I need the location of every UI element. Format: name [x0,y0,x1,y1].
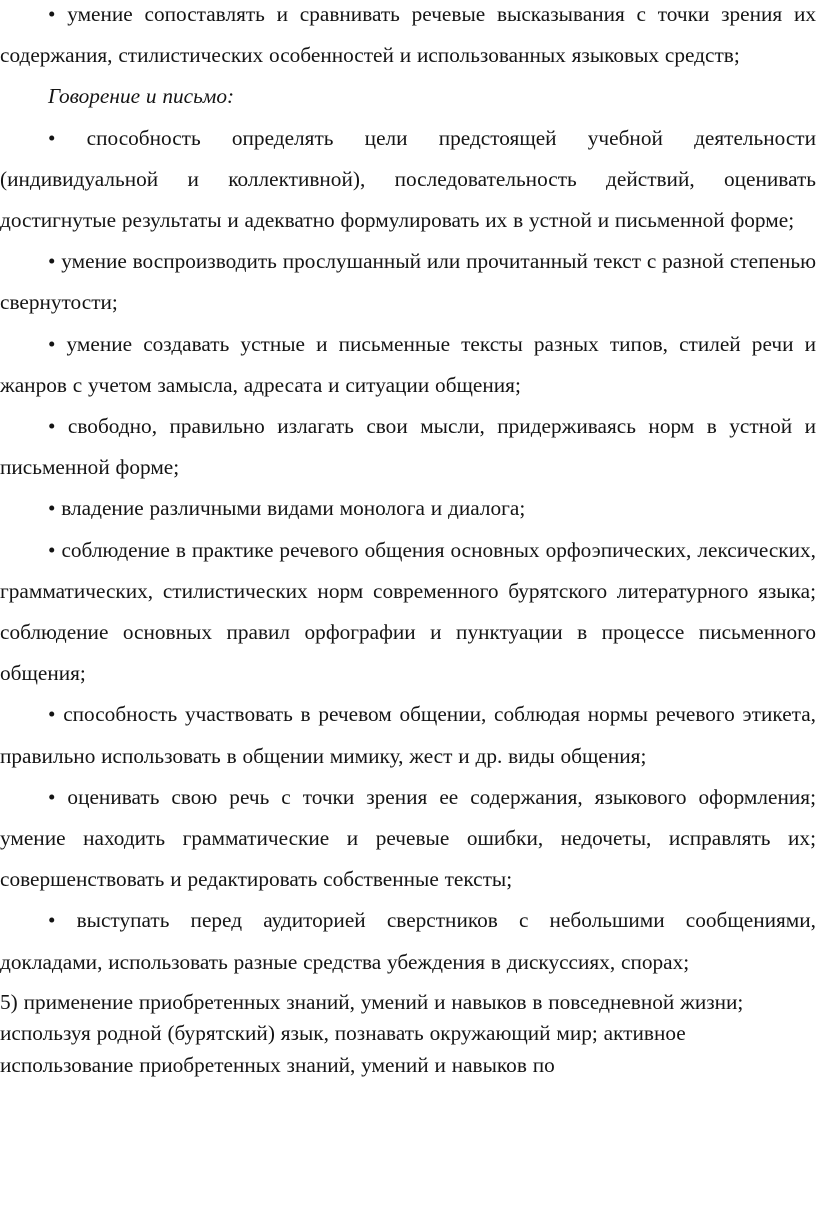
paragraph-compare-statements: • умение сопоставлять и сравнивать речевые высказывания с точки зрения их содержания, стилистических особенностей и использованных языковых средств; [0,2,816,68]
paragraph-express-thoughts: • свободно, правильно излагать свои мысли, придерживаясь норм в устной и письменной форме; [0,414,816,480]
paragraph-apply-knowledge: 5) применение приобретенных знаний, умений и навыков в повседневной жизни; используя родной (бурятский) язык, познавать окружающий мир; активное использование приобретенных знаний, умений и навыков по [0,989,744,1077]
paragraph-create-texts: • умение создавать устные и письменные тексты разных типов, стилей речи и жанров с учетом замысла, адресата и ситуации общения; [0,331,816,397]
paragraph-define-goals: • способность определять цели предстоящей учебной деятельности (индивидуальной и коллективной), последовательность действий, оценивать достигнутые результаты и адекватно формулировать их в устной и письменной форме; [0,125,816,233]
paragraph-public-speaking: • выступать перед аудиторией сверстников с небольшими сообщениями, докладами, использовать разные средства убеждения в дискуссиях, спорах; [0,908,816,974]
paragraph-evaluate-speech: • оценивать свою речь с точки зрения ее содержания, языкового оформления; умение находить грамматические и речевые ошибки, недочеты, исправлять их; совершенствовать и редактировать собственные тексты; [0,784,816,892]
paragraph-speech-norms: • соблюдение в практике речевого общения основных орфоэпических, лексических, грамматических, стилистических норм современного бурятского литературного языка; соблюдение основных правил орфографии и пунктуации в процессе письменного общения; [0,537,816,686]
section-heading-speaking-writing: Говорение и письмо: [48,84,235,109]
paragraph-monologue-dialogue: • владение различными видами монолога и диалога; [48,496,526,521]
paragraph-reproduce-text: • умение воспроизводить прослушанный или прочитанный текст с разной степенью свернутости; [0,249,816,315]
paragraph-speech-etiquette: • способность участвовать в речевом общении, соблюдая нормы речевого этикета, правильно использовать в общении мимику, жест и др. виды общения; [0,702,816,768]
